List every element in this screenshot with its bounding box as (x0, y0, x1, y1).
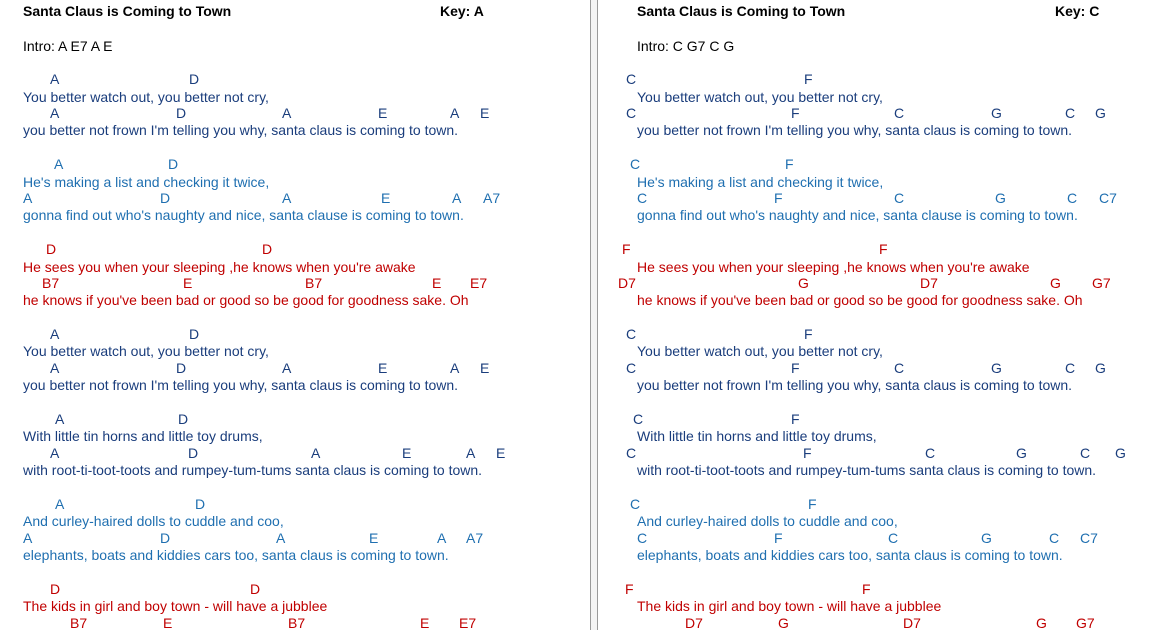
chord-row (598, 445, 1175, 462)
chord: D (188, 445, 199, 461)
chord: C (630, 496, 641, 512)
chord: E (163, 615, 173, 630)
chord: F (622, 241, 631, 257)
lyric-line: The kids in girl and boy town - will have a jubblee (23, 598, 328, 614)
chord: C (1067, 190, 1078, 206)
chord: E (420, 615, 430, 630)
chord: C (626, 360, 637, 376)
chord: E (480, 105, 490, 121)
chord: C7 (1080, 530, 1098, 546)
chord-row (0, 156, 590, 173)
chord: E (496, 445, 506, 461)
chord-row (598, 530, 1175, 547)
chord: G (1095, 105, 1106, 121)
lyric-line: And curley-haired dolls to cuddle and coo, (23, 513, 284, 529)
chord: D (250, 581, 261, 597)
chord: A (23, 530, 33, 546)
chord: E (402, 445, 412, 461)
chord-row (0, 581, 590, 598)
lyric-line: You better watch out, you better not cry, (637, 89, 883, 105)
lyric-line: You better watch out, you better not cry, (23, 343, 269, 359)
chord: G7 (1076, 615, 1095, 630)
chord: A (311, 445, 321, 461)
chord: B7 (305, 275, 323, 291)
chord: B7 (288, 615, 306, 630)
chord: A7 (466, 530, 484, 546)
lyric-line: He sees you when your sleeping ,he knows when you're awake (637, 259, 1030, 275)
chord-row (0, 445, 590, 462)
chord: A (450, 105, 460, 121)
lyric-line: elephants, boats and kiddies cars too, santa claus is coming to town. (637, 547, 1063, 563)
chord: F (862, 581, 871, 597)
chord: F (625, 581, 634, 597)
chord: D7 (618, 275, 636, 291)
chord: C (626, 445, 637, 461)
chord: G (1036, 615, 1047, 630)
chord: C (894, 190, 905, 206)
chord: C (894, 360, 905, 376)
song-key: Key: C (1055, 3, 1100, 19)
chord-row (598, 156, 1175, 173)
chord-row (598, 581, 1175, 598)
lyric-line: You better watch out, you better not cry, (637, 343, 883, 359)
chord-row (598, 411, 1175, 428)
chord: A (55, 411, 65, 427)
chord: E7 (470, 275, 488, 291)
chord: A (282, 105, 292, 121)
chord: D (168, 156, 179, 172)
lyric-line: With little tin horns and little toy drums, (23, 428, 263, 444)
intro-line: Intro: C G7 C G (637, 38, 735, 54)
chord: G (1095, 360, 1106, 376)
chord: F (791, 105, 800, 121)
chord: C7 (1099, 190, 1117, 206)
chord: A (50, 105, 60, 121)
chord: F (808, 496, 817, 512)
chord: A (54, 156, 64, 172)
lyric-line: You better watch out, you better not cry, (23, 89, 269, 105)
chord-row (598, 360, 1175, 377)
chord-sheet-key-c (598, 0, 1175, 630)
chord: A (437, 530, 447, 546)
chord: E (480, 360, 490, 376)
chord: G (995, 190, 1006, 206)
chord: G (798, 275, 809, 291)
chord: F (804, 71, 813, 87)
chord: A (282, 190, 292, 206)
chord: E (432, 275, 442, 291)
chord: F (785, 156, 794, 172)
chord: A (23, 190, 33, 206)
chord: F (803, 445, 812, 461)
chord: G (981, 530, 992, 546)
chord: A (50, 445, 60, 461)
chord-row (0, 411, 590, 428)
chord: A (450, 360, 460, 376)
chord: D (189, 71, 200, 87)
chord-row (598, 275, 1175, 292)
chord: C (925, 445, 936, 461)
chord: C (1065, 360, 1076, 376)
chord: G (1016, 445, 1027, 461)
chord-row (0, 530, 590, 547)
chord: A (452, 190, 462, 206)
lyric-line: you better not frown I'm telling you why, santa claus is coming to town. (637, 377, 1073, 393)
chord-row (598, 496, 1175, 513)
chord: B7 (70, 615, 88, 630)
chord-row (598, 241, 1175, 258)
chord: C (888, 530, 899, 546)
chord: G7 (1092, 275, 1111, 291)
chord-row (0, 496, 590, 513)
chord-row (0, 275, 590, 292)
chord: C (626, 71, 637, 87)
song-key: Key: A (440, 3, 484, 19)
lyric-line: you better not frown I'm telling you why, santa claus is coming to town. (23, 377, 459, 393)
chord: D (178, 411, 189, 427)
chord: F (774, 190, 783, 206)
chord: E (378, 360, 388, 376)
chord: D (176, 105, 187, 121)
chord: C (626, 326, 637, 342)
chord: D (262, 241, 273, 257)
lyric-line: you better not frown I'm telling you why, santa claus is coming to town. (637, 122, 1073, 138)
lyric-line: The kids in girl and boy town - will have a jubblee (637, 598, 942, 614)
chord: A (466, 445, 476, 461)
chord: B7 (42, 275, 60, 291)
chord: E (378, 105, 388, 121)
chord-row (0, 71, 590, 88)
chord: E (381, 190, 391, 206)
chord-row (0, 360, 590, 377)
chord: A (50, 326, 60, 342)
lyric-line: And curley-haired dolls to cuddle and coo, (637, 513, 898, 529)
column-divider (590, 0, 598, 630)
chord: G (991, 360, 1002, 376)
chord-row (598, 105, 1175, 122)
lyric-line: He sees you when your sleeping ,he knows when you're awake (23, 259, 416, 275)
lyric-line: gonna find out who's naughty and nice, santa clause is coming to town. (637, 207, 1078, 223)
chord: F (804, 326, 813, 342)
lyric-line: With little tin horns and little toy drums, (637, 428, 877, 444)
chord: D (160, 190, 171, 206)
lyric-line: gonna find out who's naughty and nice, santa clause is coming to town. (23, 207, 464, 223)
intro-line: Intro: A E7 A E (23, 38, 113, 54)
chord-row (0, 190, 590, 207)
chord: C (637, 530, 648, 546)
chord: A (276, 530, 286, 546)
chord: D7 (920, 275, 938, 291)
chord: D (46, 241, 57, 257)
chord: C (637, 190, 648, 206)
lyric-line: with root-ti-toot-toots and rumpey-tum-tums santa claus is coming to town. (23, 462, 483, 478)
chord: D (176, 360, 187, 376)
chord-row (598, 71, 1175, 88)
chord: A (50, 360, 60, 376)
chord: D7 (903, 615, 921, 630)
chord: D (189, 326, 200, 342)
chord: F (791, 411, 800, 427)
chord-row (0, 326, 590, 343)
chord: G (991, 105, 1002, 121)
chord-row (0, 615, 590, 630)
chord: C (626, 105, 637, 121)
chord: E (369, 530, 379, 546)
lyric-line: he knows if you've been bad or good so be good for goodness sake. Oh (637, 292, 1083, 308)
chord: G (1115, 445, 1126, 461)
chord-row (598, 615, 1175, 630)
chord: C (633, 411, 644, 427)
lyric-line: elephants, boats and kiddies cars too, santa claus is coming to town. (23, 547, 449, 563)
chord: D (160, 530, 171, 546)
chord: E (183, 275, 193, 291)
chord-row (598, 326, 1175, 343)
song-title: Santa Claus is Coming to Town (23, 3, 232, 19)
chord: D7 (685, 615, 703, 630)
lyric-line: He's making a list and checking it twice, (637, 174, 884, 190)
chord: F (879, 241, 888, 257)
chord: A (55, 496, 65, 512)
chord: C (1080, 445, 1091, 461)
lyric-line: with root-ti-toot-toots and rumpey-tum-tums santa claus is coming to town. (637, 462, 1097, 478)
chord: C (630, 156, 641, 172)
chord-row (0, 241, 590, 258)
chord: A (282, 360, 292, 376)
chord: D (50, 581, 61, 597)
chord: G (1050, 275, 1061, 291)
lyric-line: He's making a list and checking it twice, (23, 174, 270, 190)
chord: C (894, 105, 905, 121)
chord: A7 (483, 190, 501, 206)
chord-row (598, 190, 1175, 207)
lyric-line: he knows if you've been bad or good so be good for goodness sake. Oh (23, 292, 469, 308)
chord: D (195, 496, 206, 512)
chord: C (1065, 105, 1076, 121)
chord: E7 (459, 615, 477, 630)
chord: F (774, 530, 783, 546)
chord: A (50, 71, 60, 87)
chord: F (791, 360, 800, 376)
song-title: Santa Claus is Coming to Town (637, 3, 846, 19)
chord: C (1049, 530, 1060, 546)
chord: G (778, 615, 789, 630)
lyric-line: you better not frown I'm telling you why, santa claus is coming to town. (23, 122, 459, 138)
chord-row (0, 105, 590, 122)
